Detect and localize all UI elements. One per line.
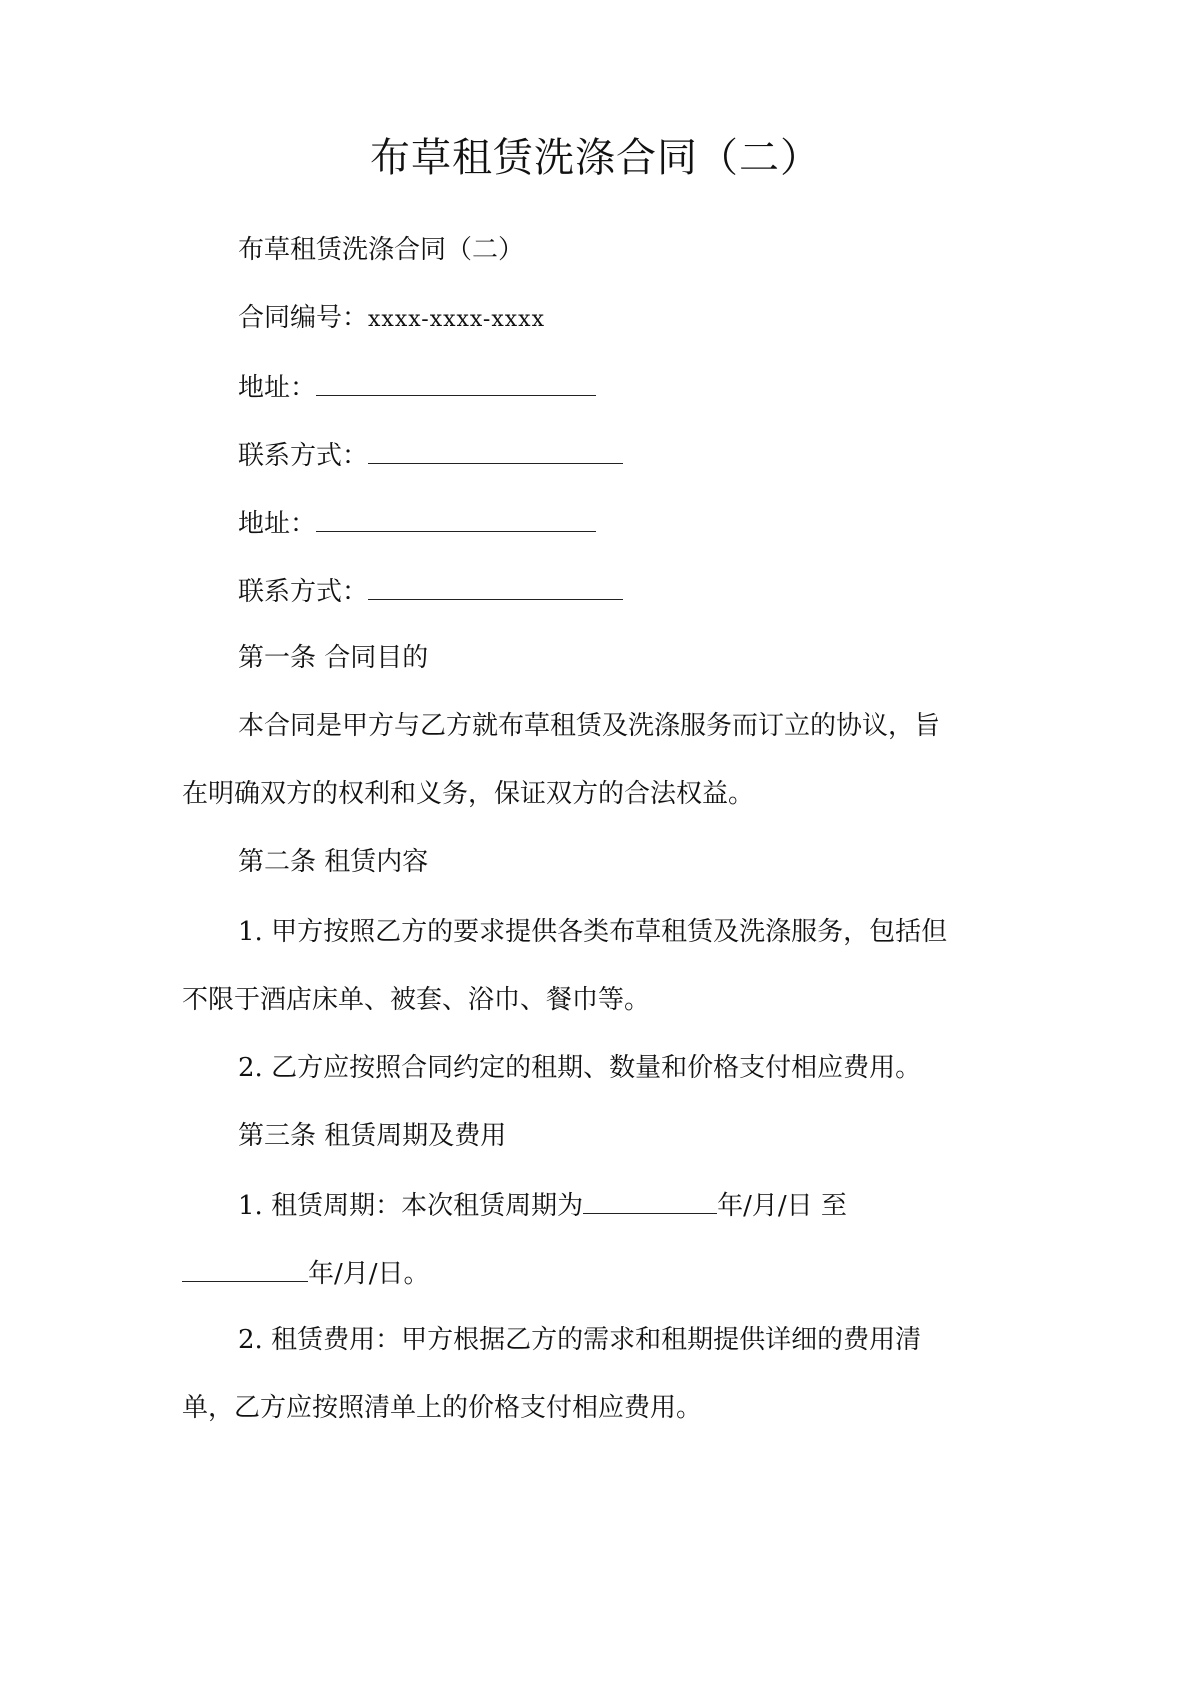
- party-b-contact-line: [238, 572, 623, 610]
- article-1-heading: 第一条 合同目的: [238, 643, 429, 673]
- contract-number-label: 合同编号：: [238, 303, 369, 333]
- article-2-item-2: 2. 乙方应按照合同约定的租期、数量和价格支付相应费用。: [238, 1053, 922, 1083]
- article-2-item-1-line-2: 不限于酒店床单、被套、浴巾、餐巾等。: [182, 985, 651, 1015]
- article-1-paragraph-line-1: 本合同是甲方与乙方就布草租赁及洗涤服务而订立的协议，旨: [238, 711, 941, 741]
- party-b-contact-blank[interactable]: [368, 572, 623, 600]
- party-b-address-label: 地址：: [238, 509, 317, 539]
- party-b-address-blank[interactable]: [316, 504, 596, 532]
- lease-period-prefix: 1. 租赁周期：本次租赁周期为: [238, 1191, 584, 1221]
- party-a-address-line: [238, 368, 596, 406]
- party-b-contact-label: 联系方式：: [238, 577, 369, 607]
- article-3-item-1-line-2: [182, 1254, 430, 1292]
- article-3-item-1-line-1: [238, 1186, 847, 1224]
- lease-period-mid: 年/月/日 至: [717, 1191, 847, 1221]
- party-a-contact-line: [238, 436, 623, 474]
- article-3-heading: 第三条 租赁周期及费用: [238, 1121, 507, 1151]
- article-3-item-2-line-2: 单，乙方应按照清单上的价格支付相应费用。: [182, 1393, 703, 1423]
- party-a-contact-label: 联系方式：: [238, 441, 369, 471]
- article-3-item-2-line-1: 2. 租赁费用：甲方根据乙方的需求和租期提供详细的费用清: [238, 1325, 922, 1355]
- contract-number-value: xxxx-xxxx-xxxx: [368, 307, 545, 332]
- party-a-address-label: 地址：: [238, 373, 317, 403]
- lease-end-date-blank[interactable]: [182, 1254, 308, 1282]
- party-b-address-line: [238, 504, 596, 542]
- document-subtitle: 布草租赁洗涤合同（二）: [238, 235, 525, 265]
- article-2-heading: 第二条 租赁内容: [238, 847, 429, 877]
- article-2-item-1-line-1: 1. 甲方按照乙方的要求提供各类布草租赁及洗涤服务，包括但: [238, 917, 948, 947]
- contract-number-line: [238, 300, 545, 338]
- lease-start-date-blank[interactable]: [583, 1186, 717, 1214]
- page-title: 布草租赁洗涤合同（二）: [370, 135, 821, 181]
- lease-period-suffix: 年/月/日。: [308, 1259, 430, 1289]
- article-1-paragraph-line-2: 在明确双方的权利和义务，保证双方的合法权益。: [182, 779, 755, 809]
- party-a-address-blank[interactable]: [316, 368, 596, 396]
- party-a-contact-blank[interactable]: [368, 436, 623, 464]
